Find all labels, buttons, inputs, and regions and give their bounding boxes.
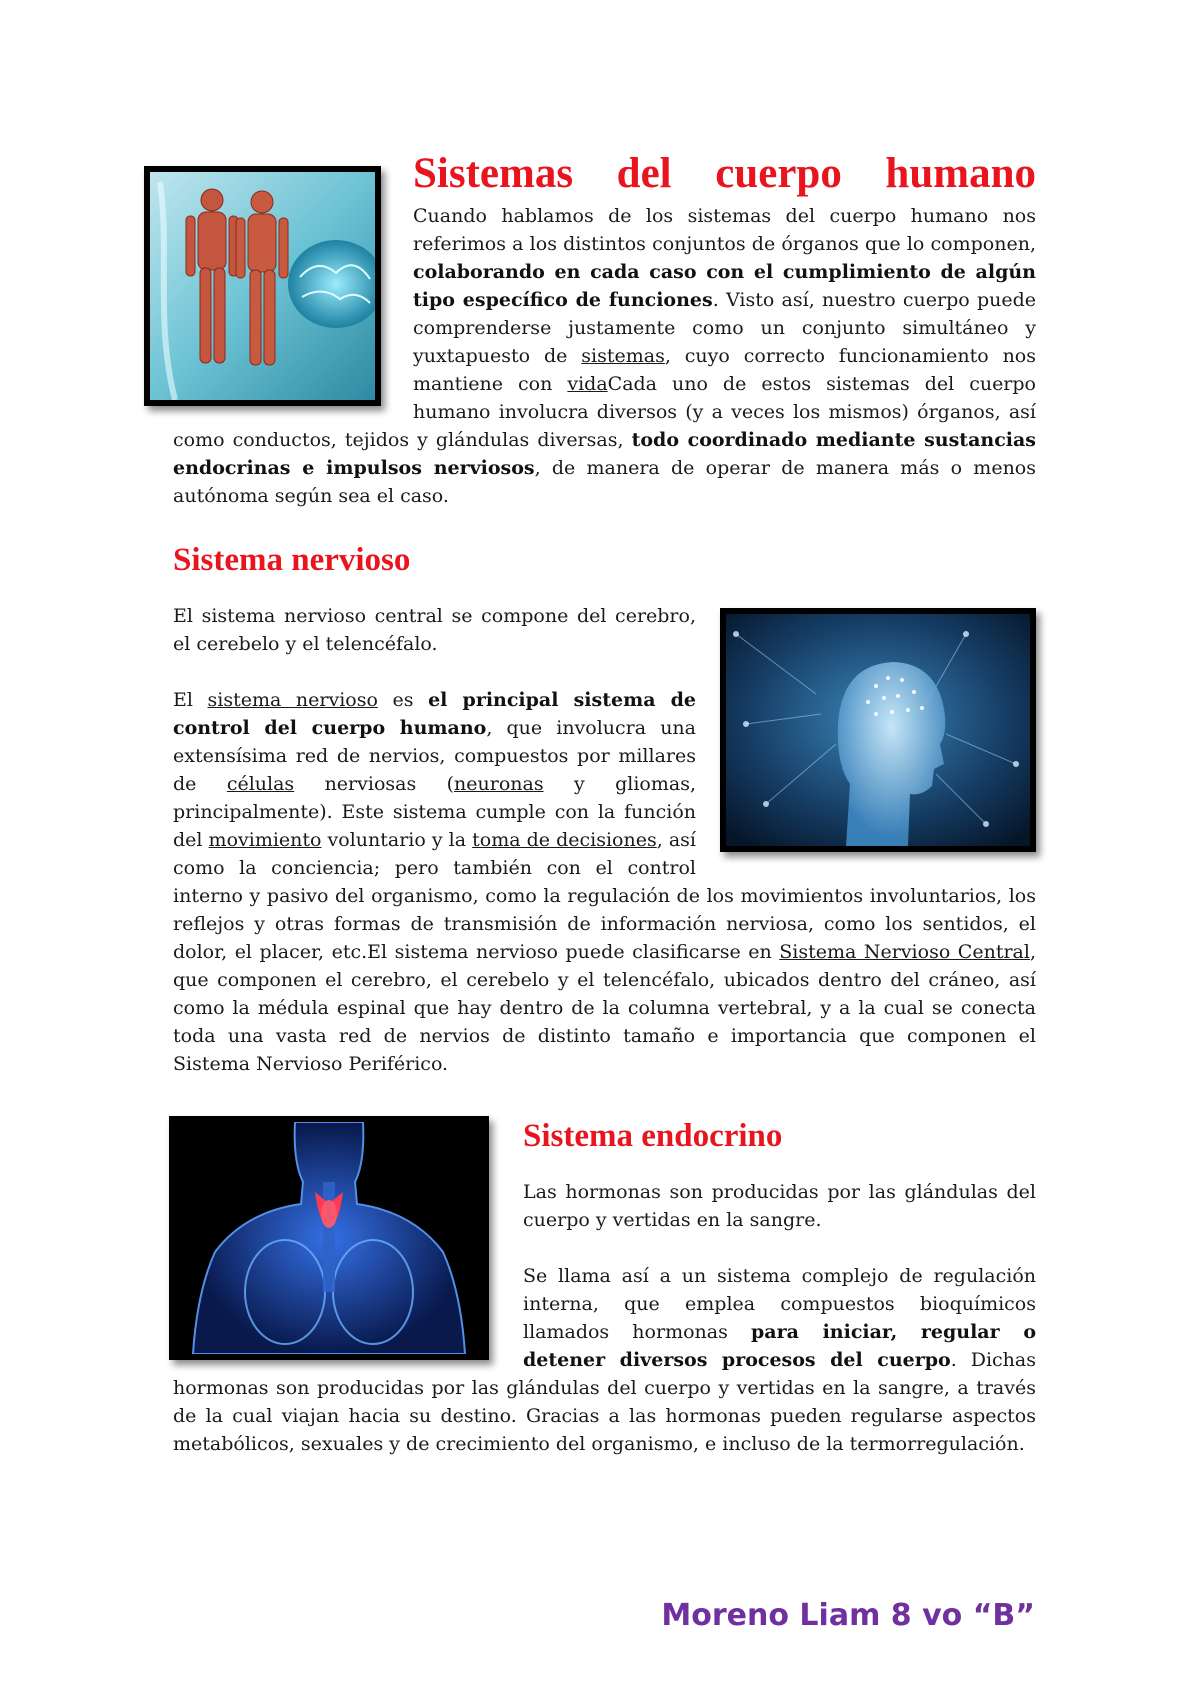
document-content [173,150,1036,1458]
page-title: Sistemas del cuerpo humano [413,150,1036,197]
nervioso-paragraph-2: El sistema nervioso es el principal sistema de control del cuerpo humano, que involucra una extensísima red de nervios, compuestos por millares de células nerviosas (neuronas y gliomas, principalmente). Este sistema cumple con la función del movimiento voluntario y la toma de decisiones, así como la conciencia; pero también con el control interno y pasivo del organismo, como la regulación de los movimientos involuntarios, los reflejos y otras formas de transmisión de información nerviosa, como los sentidos, el dolor, el placer, etc.El sistema nervioso puede clasificarse en Sistema Nervioso Central, que componen el cerebro, el cerebelo y el telencéfalo, ubicados dentro del cráneo, así como la médula espinal que hay dentro de la columna vertebral, y a la cual se conecta toda una vasta red de nervios de distinto tamaño e importancia que componen el Sistema Nervioso Periférico. [173,689,1036,1075]
link-movimiento[interactable]: movimiento [208,829,322,851]
nervioso-paragraph-1: El sistema nervioso central se compone del cerebro, el cerebelo y el telencéfalo. [173,605,696,655]
link-toma-de-decisiones[interactable]: toma de decisiones [472,829,657,851]
link-sistema-nervioso-central[interactable]: Sistema Nervioso Central [779,941,1030,963]
section-heading-nervioso: Sistema nervioso [173,542,411,578]
endocrine-thyroid-image [169,1116,489,1360]
link-vida[interactable]: vida [567,373,608,395]
link-neuronas[interactable]: neuronas [454,773,544,795]
human-body-image [144,166,381,406]
intro-paragraph: Cuando hablamos de los sistemas del cuerpo humano nos referimos a los distintos conjuntos de órganos que lo componen, colaborando en cada caso con el cumplimiento de algún tipo específico de funciones. Visto así, nuestro cuerpo puede comprenderse justamente como un conjunto simultáneo y yuxtapuesto de sistemas, cuyo correcto funcionamiento nos mantiene con vidaCada uno de estos sistemas del cuerpo humano involucra diversos (y a veces los mismos) órganos, así como conductos, tejidos y glándulas diversas, todo coordinado mediante sustancias endocrinas e impulsos nerviosos, de manera de operar de manera más o menos autónoma según sea el caso. [173,205,1037,507]
section-heading-endocrino: Sistema endocrino [523,1118,783,1154]
link-sistema-nervioso[interactable]: sistema nervioso [207,689,378,711]
brain-network-image [720,608,1036,852]
author-footer: Moreno Liam 8 vo “B” [661,1598,1035,1633]
link-celulas[interactable]: células [226,773,295,795]
link-sistemas[interactable]: sistemas [581,345,665,367]
endocrino-paragraph-1: Las hormonas son producidas por las glándulas del cuerpo y vertidas en la sangre. [523,1181,1036,1231]
endocrino-paragraph-2: Se llama así a un sistema complejo de regulación interna, que emplea compuestos bioquímicos llamados hormonas para iniciar, regular o detener diversos procesos del cuerpo. Dichas hormonas son producidas por las glándulas del cuerpo y vertidas en la sangre, a través de la cual viajan hacia su destino. Gracias a las hormonas pueden regularse aspectos metabólicos, sexuales y de crecimiento del organismo, e incluso de la termorregulación. [173,1265,1036,1455]
